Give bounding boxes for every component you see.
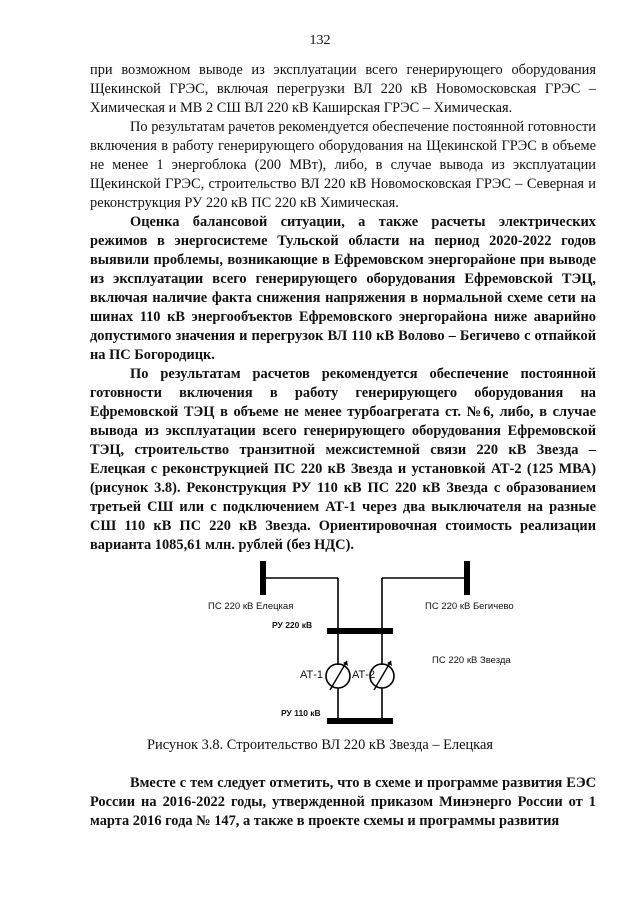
label-at1: АТ-1 [300, 669, 323, 681]
label-ru220: РУ 220 кВ [272, 620, 313, 630]
substation-diagram [0, 555, 640, 735]
page-number: 132 [309, 33, 331, 48]
paragraph: Оценка балансовой ситуации, а также расчеты электрических режимов в энергосистеме Тульской области на период 2020-2022 годов выявили проблемы, возникающие в Ефремовском энергорайоне при выводе из эксплуатации всего генерирующего оборудования Ефремовской ТЭЦ, включая наличие факта снижения напряжения в нормальной схеме сети на шинах 110 кВ энергообъектов Ефремовского энергорайона ниже аварийно допустимого значения и перегрузок ВЛ 110 кВ Волово – Бегичево с отпайкой на ПС Богородицк. [90, 214, 596, 363]
body-text-top [90, 61, 596, 555]
paragraph: По результатам рачетов рекомендуется обеспечение постоянной готовности включения в работу генерирующего оборудования на Щекинской ГРЭС в объеме не менее 1 энергоблока (200 МВт), либо, в случае вывода из эксплуатации Щекинской ГРЭС, строительство ВЛ 220 кВ Новомосковская ГРЭС – Северная и реконструкция РУ 220 кВ ПС 220 кВ Химическая. [90, 119, 596, 211]
label-zvezda: ПС 220 кВ Звезда [432, 655, 511, 666]
label-begichevo: ПС 220 кВ Бегичево [425, 601, 514, 612]
ru110-bus [327, 718, 393, 724]
label-elecka: ПС 220 кВ Елецкая [208, 601, 294, 612]
ru220-bus [327, 628, 393, 634]
paragraph: при возможном выводе из эксплуатации всего генерирующего оборудования Щекинской ГРЭС, включая перегрузки ВЛ 220 кВ Новомосковская ГРЭС – Химическая и МВ 2 СШ ВЛ 220 кВ Каширская ГРЭС – Химическая. [90, 62, 596, 116]
label-ru110: РУ 110 кВ [281, 708, 321, 718]
body-text-bottom [90, 774, 596, 831]
label-at2: АТ-2 [352, 669, 375, 681]
paragraph: Вместе с тем следует отметить, что в схеме и программе развития ЕЭС России на 2016-2022 годы, утвержденной приказом Минэнерго России от 1 марта 2016 года № 147, а также в проекте схемы и программы развития [90, 775, 596, 829]
figure-caption: Рисунок 3.8. Строительство ВЛ 220 кВ Звезда – Елецкая [147, 737, 493, 753]
paragraph: По результатам расчетов рекомендуется обеспечение постоянной готовности включения в работу генерирующего оборудования на Ефремовской ТЭЦ в объеме не менее турбоагрегата ст. №6, либо, в случае вывода из эксплуатации всего генерирующего оборудования Ефремовской ТЭЦ, строительство транзитной межсистемной связи 220 кВ Звезда – Елецкая с реконструкцией ПС 220 кВ Звезда и установкой АТ-2 (125 МВА) (рисунок 3.8). Реконструкция РУ 110 кВ ПС 220 кВ Звезда с образованием третьей СШ или с подключением АТ-1 через два выключателя на разные СШ 110 кВ ПС 220 кВ Звезда. Ориентировочная стоимость реализации варианта 1085,61 млн. рублей (без НДС). [90, 366, 596, 553]
